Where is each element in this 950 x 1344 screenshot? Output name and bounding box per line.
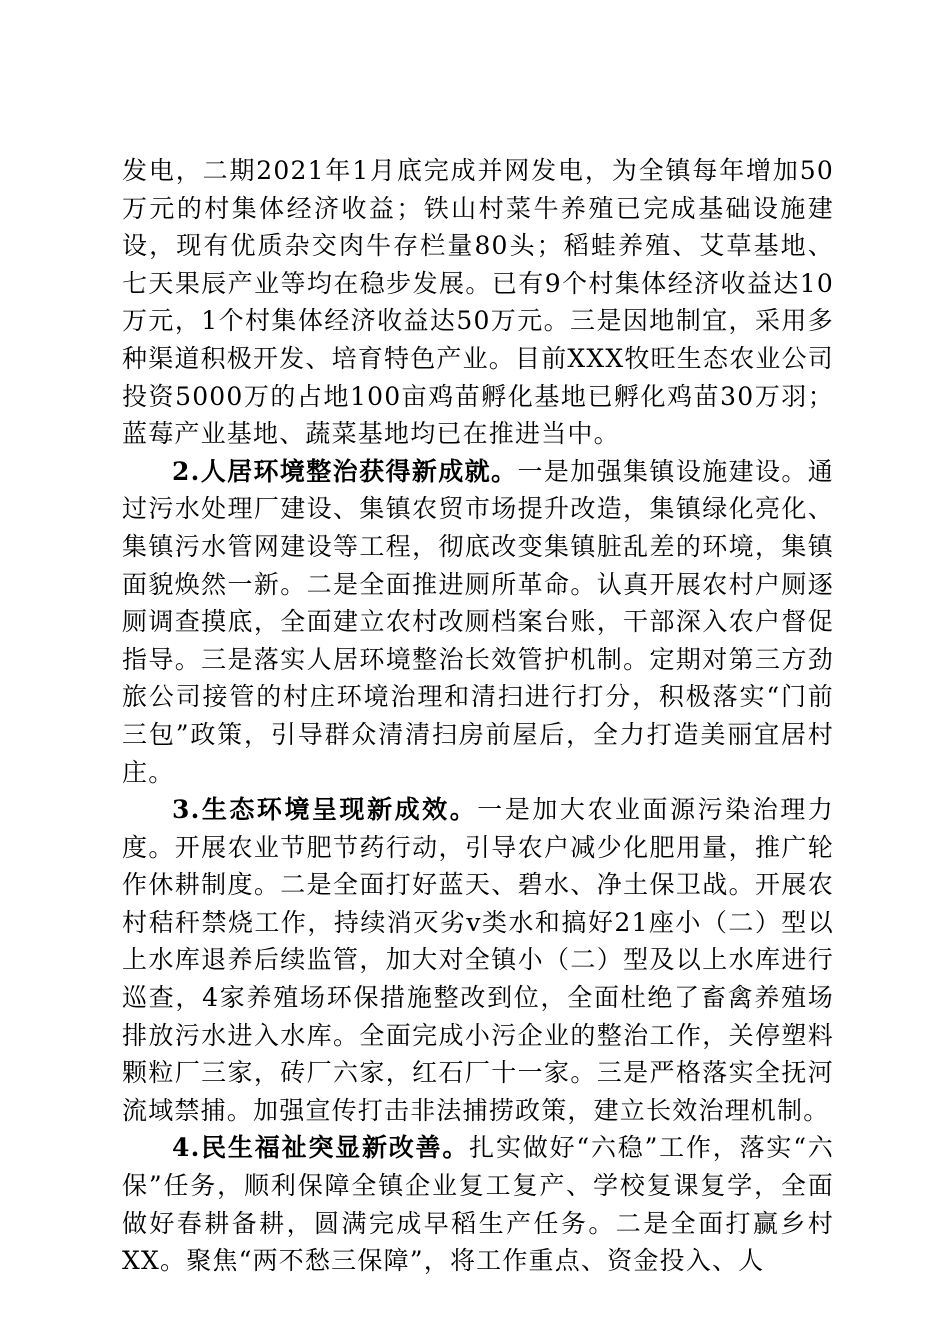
- paragraph-text: 一是加强集镇设施建设。通过污水处理厂建设、集镇农贸市场提升改造，集镇绿化亮化、集镇污水管网建设等工程，彻底改变集镇脏乱差的环境，集镇面貌焕然一新。二是全面推进厕所革命。认真开展农村户厕逐厕调查摸底，全面建立农村改厕档案台账，干部深入农户督促指导。三是落实人居环境整治长效管护机制。定期对第三方劲旅公司接管的村庄环境治理和清扫进行打分，积极落实“门前三包”政策，引导群众清清扫房前屋后，全力打造美丽宜居村庄。: [122, 456, 835, 787]
- paragraph-ecological-environment: [122, 791, 834, 1129]
- section-heading: 2.人居环境整治获得新成就。: [172, 456, 518, 486]
- paragraph-continued: [122, 152, 834, 453]
- paragraph-living-environment: [122, 453, 834, 791]
- paragraph-text: 扎实做好“六稳”工作，落实“六保”任务，顺利保障全镇企业复工复产、学校复课复学，全面做好春耕备耕，圆满完成早稻生产任务。二是全面打赢乡村XX。聚焦“两不愁三保障”，将工作重点、资金投入、人: [122, 1133, 835, 1276]
- document-body: [122, 152, 834, 1280]
- section-heading: 4.民生福祉突显新改善。: [172, 1133, 470, 1163]
- paragraph-text: 一是加大农业面源污染治理力度。开展农业节肥节药行动，引导农户减少化肥用量，推广轮作休耕制度。二是全面打好蓝天、碧水、净土保卫战。开展农村秸秆禁烧工作，持续消灭劣v类水和搞好21座小（二）型以上水库退养后续监管，加大对全镇小（二）型及以上水库进行巡查，4家养殖场环保措施整改到位，全面杜绝了畜禽养殖场排放污水进入水库。全面完成小污企业的整治工作，关停塑料颗粒厂三家，砖厂六家，红石厂十一家。三是严格落实全抚河流域禁捕。加强宣传打击非法捕捞政策，建立长效治理机制。: [122, 795, 834, 1125]
- paragraph-text: 发电，二期2021年1月底完成并网发电，为全镇每年增加50万元的村集体经济收益；铁山村菜牛养殖已完成基础设施建设，现有优质杂交肉牛存栏量80头；稻蛙养殖、艾草基地、七天果辰产业等均在稳步发展。已有9个村集体经济收益达10万元，1个村集体经济收益达50万元。三是因地制宜，采用多种渠道积极开发、培育特色产业。目前XXX牧旺生态农业公司投资5000万的占地100亩鸡苗孵化基地已孵化鸡苗30万羽；蓝莓产业基地、蔬菜基地均已在推进当中。: [122, 156, 834, 449]
- paragraph-livelihood: [122, 1129, 834, 1279]
- section-heading: 3.生态环境呈现新成效。: [172, 795, 478, 825]
